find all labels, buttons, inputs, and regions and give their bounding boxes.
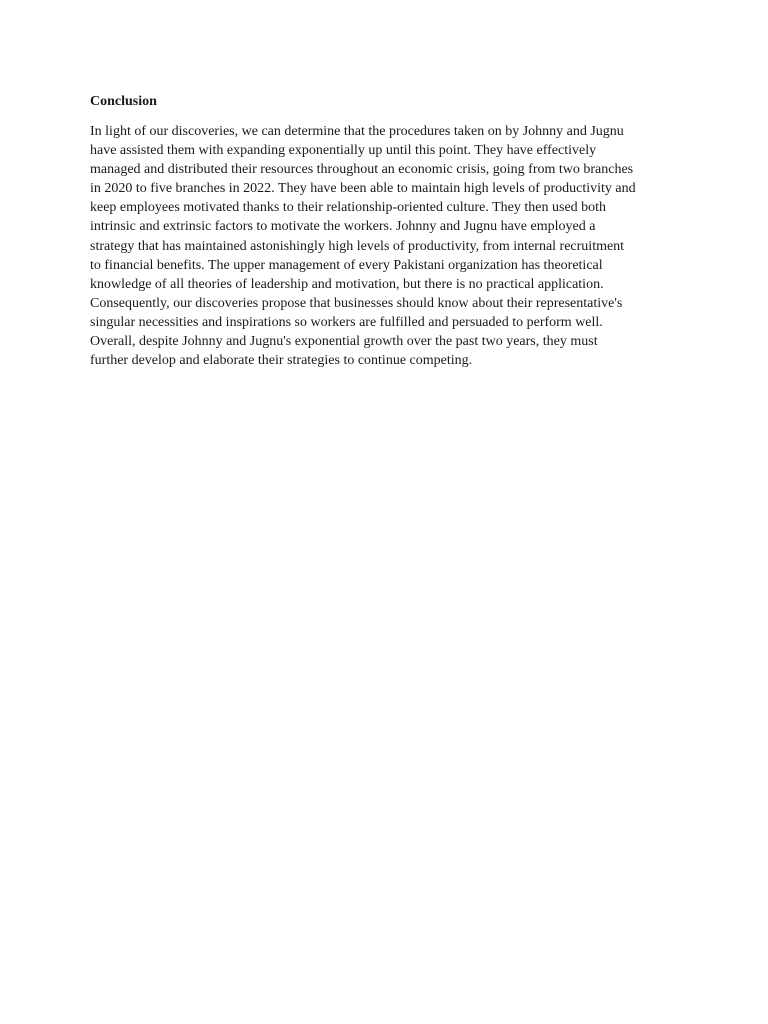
paragraph-line: knowledge of all theories of leadership and motivation, but there is no practical application. [90, 276, 604, 292]
paragraph-line: keep employees motivated thanks to their relationship-oriented culture. They then used both [90, 200, 607, 216]
paragraph-line: singular necessities and inspirations so workers are fulfilled and persuaded to perform well. [90, 314, 603, 330]
paragraph-line: strategy that has maintained astonishingly high levels of productivity, from internal recruitment [90, 238, 625, 254]
document-content [90, 92, 690, 370]
paragraph-line: managed and distributed their resources throughout an economic crisis, going from two branches [90, 162, 634, 178]
paragraph-line: have assisted them with expanding exponentially up until this point. They have effectively [90, 143, 597, 159]
conclusion-paragraph [90, 122, 690, 370]
paragraph-line: In light of our discoveries, we can determine that the procedures taken on by Johnny and Jugnu [90, 124, 624, 139]
paragraph-line: Overall, despite Johnny and Jugnu's exponential growth over the past two years, they must [90, 334, 598, 350]
paragraph-line: to financial benefits. The upper management of every Pakistani organization has theoretical [90, 257, 603, 273]
paragraph-line: in 2020 to five branches in 2022. They have been able to maintain high levels of productivity and [90, 181, 636, 197]
section-heading: Conclusion [90, 94, 157, 109]
paragraph-line: Consequently, our discoveries propose that businesses should know about their representative's [90, 295, 623, 311]
paragraph-line: further develop and elaborate their strategies to continue competing. [90, 353, 473, 369]
paragraph-line: intrinsic and extrinsic factors to motivate the workers. Johnny and Jugnu have employed a [90, 219, 596, 235]
